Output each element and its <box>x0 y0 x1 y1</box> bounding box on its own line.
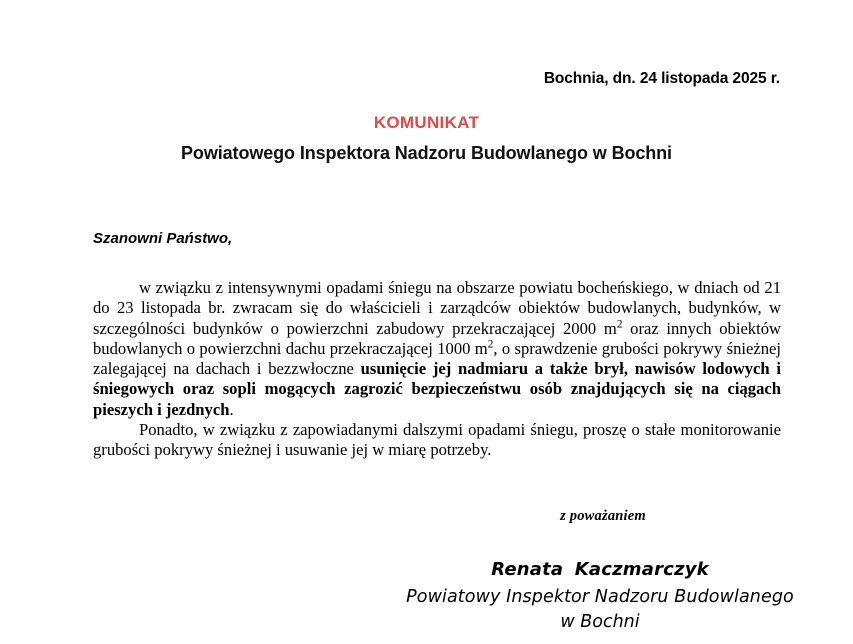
paragraph-1-middle: oraz innych obiektów budowlanych o powierzchni dachu przekraczającej 1000 m <box>93 318 781 358</box>
signature-block <box>400 508 800 635</box>
superscript-square-2: 2 <box>487 338 494 351</box>
signatory-name: Renata Kaczmarczyk <box>491 559 709 580</box>
document-body <box>93 278 781 461</box>
paragraph-1-emphasis: usunięcie jej nadmiaru a także brył, nawisów lodowych i śniegowych oraz sopli mogących zagrozić bezpieczeństwu osób znajdujących się na ciągach pieszych i jezdnych <box>93 359 781 419</box>
paragraph-1-tail: . <box>229 399 234 419</box>
komunikat-title: KOMUNIKAT <box>373 113 480 132</box>
body-paragraph-2: Ponadto, w związku z zapowiadanymi dalszymi opadami śniegu, proszę o stałe monitorowanie grubości pokrywy śnieżnej i usuwanie jej w miarę potrzeby. <box>93 420 781 460</box>
date-line: Bochnia, dn. 24 listopada 2025 r. <box>543 70 780 87</box>
signatory-city: w Bochni <box>560 612 640 632</box>
body-paragraph-1 <box>93 278 781 420</box>
paragraph-1-lead: w związku z intensywnymi opadami śniegu na obszarze powiatu bocheńskiego, w dniach od 21 do 23 listopada br. zwracam się do właścicieli i zarządców obiektów budowlanych, budynków, w szczególności budynków o powierzchni zabudowy przekraczającej 2000 m <box>93 278 781 338</box>
closing-regards: z poważaniem <box>560 508 646 524</box>
paragraph-1-middle-2: , o sprawdzenie grubości pokrywy śnieżnej zalegającej na dachach i bezzwłoczne <box>93 338 781 379</box>
signatory-role: Powiatowy Inspektor Nadzoru Budowlanego <box>406 587 794 607</box>
superscript-square-1: 2 <box>616 318 623 331</box>
issuer-subtitle: Powiatowego Inspektora Nadzoru Budowlanego w Bochni <box>181 143 672 164</box>
salutation: Szanowni Państwo, <box>93 230 233 247</box>
document-heading <box>0 112 853 165</box>
